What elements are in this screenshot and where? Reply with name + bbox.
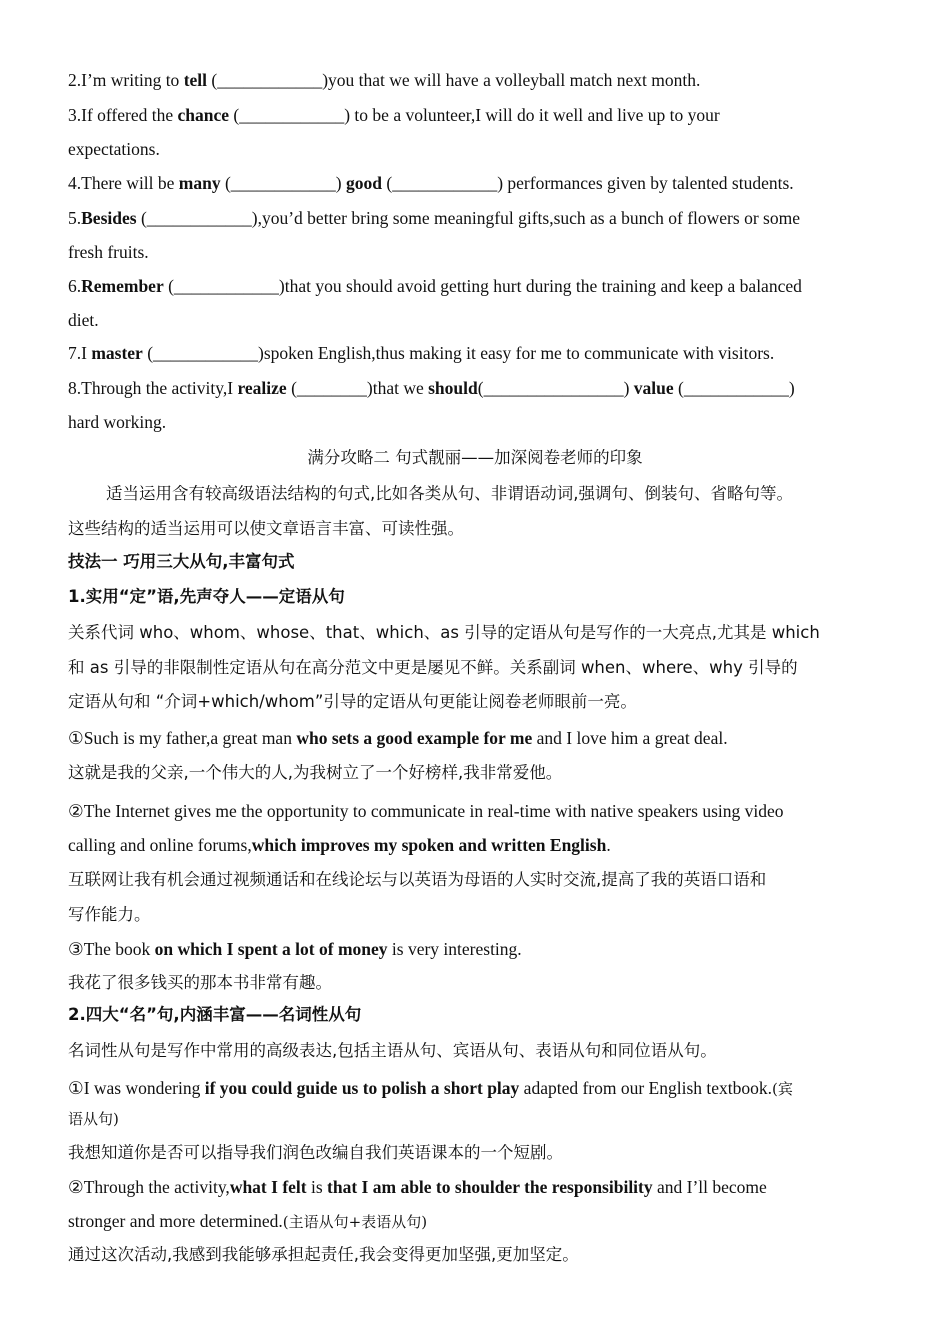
example-4-translation: 我想知道你是否可以指导我们润色改编自我们英语课本的一个短剧。: [68, 1143, 563, 1162]
exercise-line-2: 2.I’m writing to tell (____________)you that we will have a volleyball match next month.: [68, 70, 701, 90]
example-1-translation: 这就是我的父亲,一个伟大的人,为我树立了一个好榜样,我非常爱他。: [68, 763, 563, 782]
exercise-line-5: 5.Besides (____________),you’d better bring some meaningful gifts,such as a bunch of flowers or some: [68, 208, 800, 228]
example-3: ③The book on which I spent a lot of money is very interesting.: [68, 939, 522, 959]
paragraph-2: 名词性从句是写作中常用的高级表达,包括主语从句、宾语从句、表语从句和同位语从句。: [68, 1041, 717, 1060]
exercise-line-5-cont: fresh fruits.: [68, 242, 149, 262]
example-5-cont: stronger and more determined.(主语从句+表语从句): [68, 1211, 428, 1231]
exercise-line-7: 7.I master (____________)spoken English,thus making it easy for me to communicate with visitors.: [68, 343, 775, 363]
example-1: ①Such is my father,a great man who sets a good example for me and I love him a great deal.: [68, 728, 728, 748]
exercise-line-3: 3.If offered the chance (____________) to be a volunteer,I will do it well and live up to your: [68, 105, 720, 125]
technique-1-heading: 技法一 巧用三大从句,丰富句式: [68, 552, 295, 571]
subheading-noun-clause: 2.四大“名”句,内涵丰富——名词性从句: [68, 1005, 362, 1024]
intro-line-1: 适当运用含有较高级语法结构的句式,比如各类从句、非谓语动词,强调句、倒装句、省略句等。: [106, 484, 793, 503]
example-2-translation-line-2: 写作能力。: [68, 905, 151, 924]
example-4-note-cont: 语从句): [68, 1110, 119, 1128]
example-5: ②Through the activity,what I felt is that I am able to shoulder the responsibility and I’ll become: [68, 1177, 767, 1197]
exercise-line-6-cont: diet.: [68, 310, 99, 330]
exercise-line-8-cont: hard working.: [68, 412, 167, 432]
paragraph-1-line-1: 关系代词 who、whom、whose、that、which、as 引导的定语从句是写作的一大亮点,尤其是 which: [68, 623, 820, 642]
exercise-line-6: 6.Remember (____________)that you should avoid getting hurt during the training and keep a balanced: [68, 276, 802, 296]
exercise-line-8: 8.Through the activity,I realize (________)that we should(________________) value (____________): [68, 378, 795, 398]
paragraph-1-line-3: 定语从句和 “介词+which/whom”引导的定语从句更能让阅卷老师眼前一亮。: [68, 692, 637, 711]
example-3-translation: 我花了很多钱买的那本书非常有趣。: [68, 973, 332, 992]
subheading-attributive-clause: 1.实用“定”语,先声夺人——定语从句: [68, 587, 345, 606]
exercise-line-4: 4.There will be many (____________) good (____________) performances given by talented students.: [68, 173, 794, 193]
section-title: 满分攻略二 句式靓丽——加深阅卷老师的印象: [307, 448, 643, 467]
example-2-translation-line-1: 互联网让我有机会通过视频通话和在线论坛与以英语为母语的人实时交流,提高了我的英语口语和: [68, 870, 767, 889]
example-2-cont: calling and online forums,which improves my spoken and written English.: [68, 835, 611, 855]
paragraph-1-line-2: 和 as 引导的非限制性定语从句在高分范文中更是屡见不鲜。关系副词 when、where、why 引导的: [68, 658, 798, 677]
example-2: ②The Internet gives me the opportunity to communicate in real-time with native speakers using video: [68, 801, 784, 821]
example-4: ①I was wondering if you could guide us to polish a short play adapted from our English textbook.(宾: [68, 1078, 793, 1098]
intro-line-2: 这些结构的适当运用可以使文章语言丰富、可读性强。: [68, 519, 464, 538]
exercise-line-3-cont: expectations.: [68, 139, 160, 159]
example-5-translation: 通过这次活动,我感到我能够承担起责任,我会变得更加坚强,更加坚定。: [68, 1245, 579, 1264]
